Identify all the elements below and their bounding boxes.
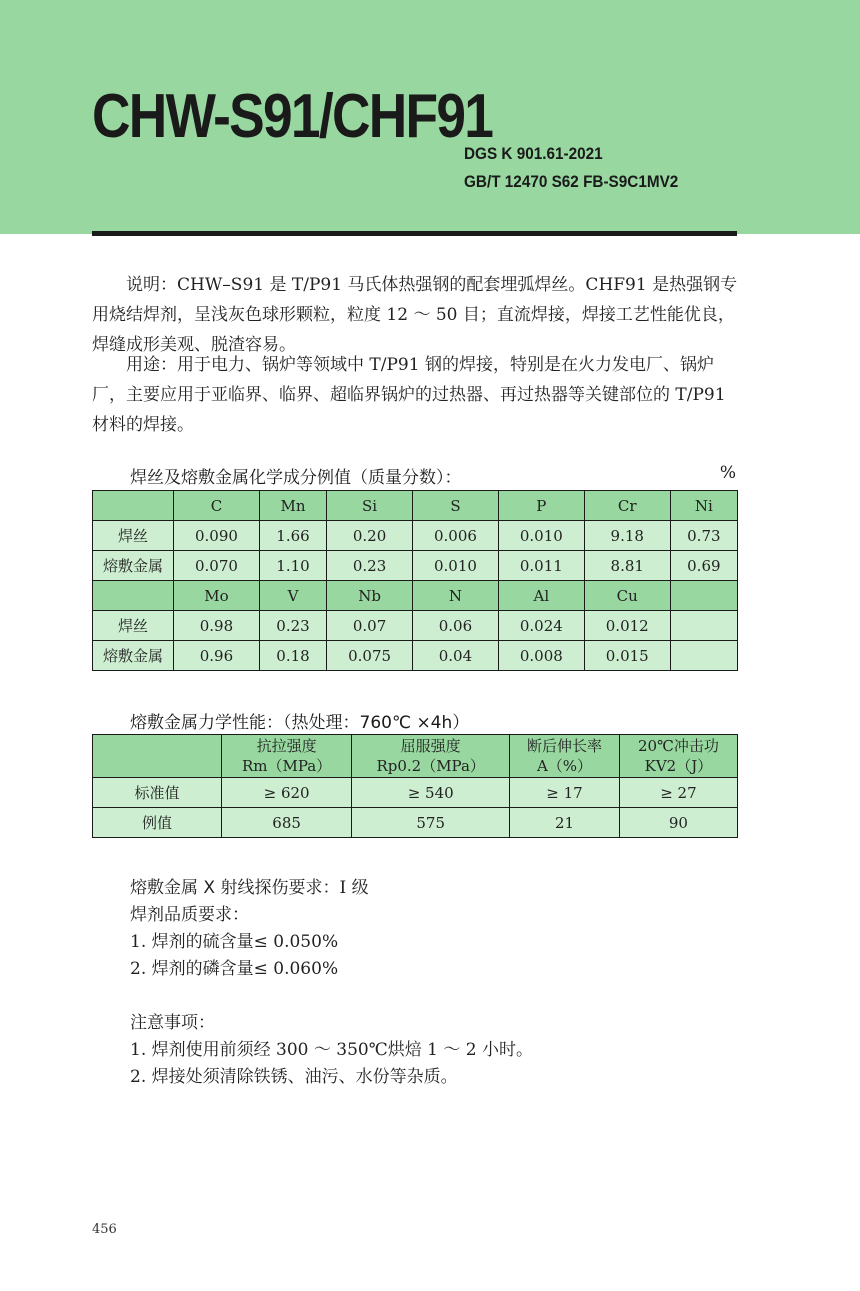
value-cell: 0.69	[670, 551, 737, 581]
usage-label: 用途：	[126, 355, 177, 375]
value-cell: 0.04	[413, 641, 499, 671]
element-header-cell: Cr	[584, 491, 670, 521]
description-paragraph	[92, 270, 740, 360]
property-name: 抗拉强度	[256, 737, 317, 755]
value-cell: 0.010	[413, 551, 499, 581]
table-header-row	[93, 491, 738, 521]
property-header-cell	[352, 735, 510, 778]
usage-paragraph	[92, 350, 740, 440]
value-cell: 0.18	[259, 641, 326, 671]
property-name: 屈服强度	[400, 737, 461, 755]
element-header-cell: C	[174, 491, 260, 521]
table-header-row	[93, 735, 738, 778]
table-row	[93, 808, 738, 838]
element-header-cell: Mo	[174, 581, 260, 611]
element-header-cell: Mn	[259, 491, 326, 521]
element-header-cell: N	[413, 581, 499, 611]
value-cell: 0.23	[259, 611, 326, 641]
value-cell: 0.96	[174, 641, 260, 671]
value-cell: 575	[352, 808, 510, 838]
table-corner-cell	[93, 735, 222, 778]
standard-code-2: GB/T 12470 S62 FB-S9C1MV2	[464, 172, 679, 191]
property-name: 断后伸长率	[527, 737, 603, 755]
value-cell: 0.20	[327, 521, 413, 551]
value-cell: ≥ 620	[222, 778, 352, 808]
flux-quality-title: 焊剂品质要求：	[130, 905, 249, 925]
element-header-cell: Al	[498, 581, 584, 611]
value-cell: ≥ 540	[352, 778, 510, 808]
element-header-cell	[670, 581, 737, 611]
element-header-cell: Ni	[670, 491, 737, 521]
notes-item: 2. 焊接处须清除铁锈、油污、水份等杂质。	[130, 1067, 458, 1087]
value-cell: 0.07	[327, 611, 413, 641]
value-cell: 0.070	[174, 551, 260, 581]
row-label-cell: 焊丝	[93, 521, 174, 551]
flux-quality-item: 1. 焊剂的硫含量≤ 0.050%	[130, 932, 339, 952]
row-label-cell: 例值	[93, 808, 222, 838]
row-label-cell: 熔敷金属	[93, 551, 174, 581]
value-cell: 0.012	[584, 611, 670, 641]
xray-label: 熔敷金属 X 射线探伤要求：	[130, 878, 340, 898]
property-header-cell	[222, 735, 352, 778]
value-cell: 0.024	[498, 611, 584, 641]
value-cell: 0.011	[498, 551, 584, 581]
xray-requirement	[130, 873, 369, 898]
description-text: CHW–S91 是 T/P91 马氏体热强钢的配套埋弧焊丝。CHF91 是热强钢专用烧结焊剂，呈浅灰色球形颗粒，粒度 12 ～ 50 目；直流焊接，焊接工艺性能优良，焊缝成形美观、脱渣容易。	[92, 275, 738, 355]
description-label: 说明：	[126, 275, 177, 295]
value-cell: ≥ 27	[619, 778, 737, 808]
value-cell: 8.81	[584, 551, 670, 581]
table-row	[93, 641, 738, 671]
value-cell: 0.075	[327, 641, 413, 671]
table-corner-cell	[93, 491, 174, 521]
header-divider	[92, 231, 737, 236]
xray-value: I 级	[339, 878, 369, 898]
notes-title: 注意事项：	[130, 1013, 215, 1033]
element-header-cell: Cu	[584, 581, 670, 611]
element-header-cell: V	[259, 581, 326, 611]
value-cell: 0.015	[584, 641, 670, 671]
usage-text: 用于电力、锅炉等领域中 T/P91 钢的焊接，特别是在火力发电厂、锅炉厂，主要应用于亚临界、临界、超临界锅炉的过热器、再过热器等关键部位的 T/P91 材料的焊接。	[92, 355, 726, 435]
value-cell	[670, 641, 737, 671]
row-label-cell: 标准值	[93, 778, 222, 808]
table-row	[93, 611, 738, 641]
value-cell: 685	[222, 808, 352, 838]
value-cell: 0.006	[413, 521, 499, 551]
property-unit: Rp0.2（MPa）	[376, 757, 485, 775]
value-cell: 0.98	[174, 611, 260, 641]
table-row	[93, 551, 738, 581]
element-header-cell: Si	[327, 491, 413, 521]
chemical-unit: %	[719, 463, 736, 483]
table-header-row	[93, 581, 738, 611]
value-cell: 0.73	[670, 521, 737, 551]
table-row	[93, 778, 738, 808]
property-unit: A（%）	[536, 757, 593, 775]
header-band	[0, 0, 860, 234]
property-unit: KV2（J）	[644, 757, 713, 775]
property-unit: Rm（MPa）	[241, 757, 332, 775]
value-cell: 0.010	[498, 521, 584, 551]
value-cell: 0.23	[327, 551, 413, 581]
property-name: 20℃冲击功	[637, 737, 719, 755]
row-label-cell: 焊丝	[93, 611, 174, 641]
chemical-composition-table	[92, 490, 738, 671]
value-cell: 1.66	[259, 521, 326, 551]
table-corner-cell	[93, 581, 174, 611]
value-cell: 0.06	[413, 611, 499, 641]
mechanical-table-title: 熔敷金属力学性能：（热处理：760℃ ×4h）	[130, 713, 470, 733]
value-cell: 0.008	[498, 641, 584, 671]
row-label-cell: 熔敷金属	[93, 641, 174, 671]
property-header-cell	[510, 735, 620, 778]
page-number: 456	[92, 1222, 117, 1237]
value-cell: 9.18	[584, 521, 670, 551]
flux-quality-item: 2. 焊剂的磷含量≤ 0.060%	[130, 959, 339, 979]
value-cell: 90	[619, 808, 737, 838]
standard-code-1: DGS K 901.61-2021	[464, 144, 603, 163]
element-header-cell: S	[413, 491, 499, 521]
page-title: CHW-S91/CHF91	[92, 82, 493, 151]
value-cell: 21	[510, 808, 620, 838]
table-row	[93, 521, 738, 551]
value-cell: 0.090	[174, 521, 260, 551]
chemical-table-title: 焊丝及熔敷金属化学成分例值（质量分数）：	[130, 468, 462, 488]
notes-item: 1. 焊剂使用前须经 300 ～ 350℃烘焙 1 ～ 2 小时。	[130, 1040, 533, 1060]
value-cell: 1.10	[259, 551, 326, 581]
element-header-cell: Nb	[327, 581, 413, 611]
value-cell	[670, 611, 737, 641]
property-header-cell	[619, 735, 737, 778]
element-header-cell: P	[498, 491, 584, 521]
value-cell: ≥ 17	[510, 778, 620, 808]
mechanical-properties-table	[92, 734, 738, 838]
